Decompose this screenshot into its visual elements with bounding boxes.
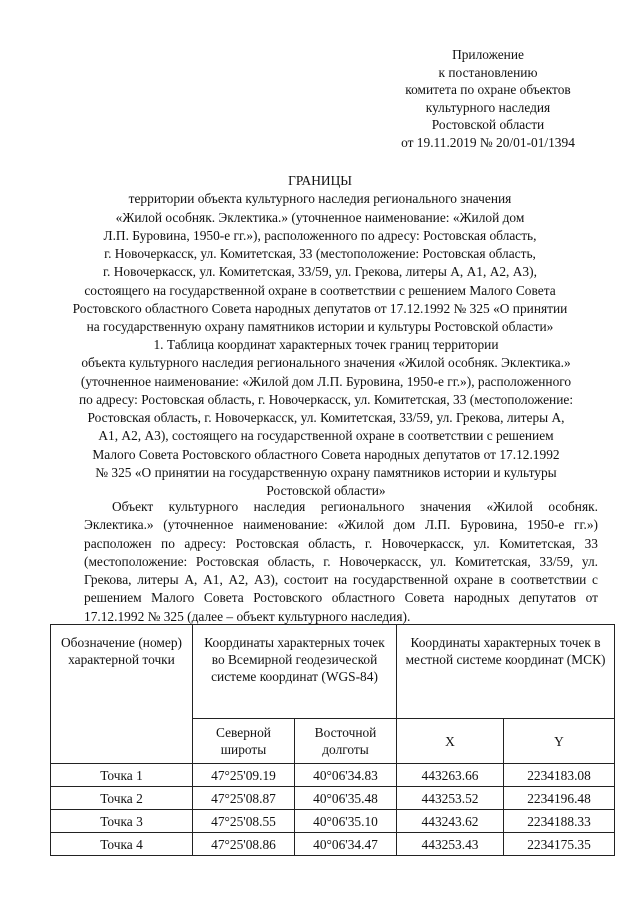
point-name: Точка 3 (51, 810, 193, 833)
point-longitude: 40°06'34.47 (295, 833, 397, 856)
appendix-line: к постановлению (438, 64, 538, 80)
boundaries-title (44, 172, 596, 337)
point-y: 2234183.08 (504, 764, 615, 787)
caption-line: по адресу: Ростовская область, г. Новочеркасск, ул. Комитетская, 33 (местоположение: (78, 391, 574, 407)
title-line: Ростовского областного Совета народных депутатов от 17.12.1992 № 325 «О принятии (72, 301, 568, 317)
caption-line: объекта культурного наследия регионального значения «Жилой особняк. Эклектика.» (81, 355, 571, 371)
intro-text: Объект культурного наследия регионального значения «Жилой особняк. Эклектика.» (уточненное наименование: «Жилой дом Л.П. Буровина, 1950-е гг.») расположен по адресу: Ростовская область, г. Новочеркасск, ул. Комитетская, 33 (местоположение: Ростовская область, г. Новочеркасск, ул. Комитетская, 33/59, ул. Грекова, литеры А, А1, А2, А3), состоит на государственной охране в соответствии с решением Малого Совета Ростовского областного Совета народных депутатов от 17.12.1992 № 325 (далее – объект культурного наследия). (84, 499, 598, 624)
table-row (51, 764, 615, 787)
table-row (51, 787, 615, 810)
point-latitude: 47°25'08.86 (193, 833, 295, 856)
title-heading: ГРАНИЦЫ (288, 173, 352, 188)
point-y: 2234188.33 (504, 810, 615, 833)
title-line: Л.П. Буровина, 1950-е гг.»), расположенного по адресу: Ростовская область, (103, 227, 537, 243)
point-y: 2234175.35 (504, 833, 615, 856)
intro-paragraph (84, 498, 598, 626)
header-point-designation: Обозначение (номер) характерной точки (51, 625, 193, 764)
title-line: г. Новочеркасск, ул. Комитетская, 33/59, ул. Грекова, литеры А, А1, А2, А3), (103, 264, 537, 280)
point-longitude: 40°06'35.48 (295, 787, 397, 810)
caption-line: № 325 «О принятии на государственную охрану памятников истории и культуры (95, 465, 557, 481)
appendix-line: Ростовской области (431, 117, 545, 132)
header-msk: Координаты характерных точек в местной системе координат (МСК) (397, 625, 615, 719)
title-line: территории объекта культурного наследия регионального значения (128, 191, 512, 207)
table-caption (52, 336, 600, 501)
appendix-line: комитета по охране объектов (405, 82, 571, 97)
header-y: Y (504, 719, 615, 764)
point-name: Точка 4 (51, 833, 193, 856)
point-latitude: 47°25'08.87 (193, 787, 295, 810)
caption-line: 1. Таблица координат характерных точек границ территории (153, 337, 499, 352)
appendix-line: культурного наследия (425, 99, 551, 115)
table-row (51, 810, 615, 833)
caption-line: Ростовская область, г. Новочеркасск, ул. Комитетская, 33/59, ул. Грекова, литеры А, (87, 410, 565, 426)
title-line: «Жилой особняк. Эклектика.» (уточненное наименование: «Жилой дом (115, 209, 525, 225)
point-x: 443263.66 (397, 764, 504, 787)
caption-line: (уточненное наименование: «Жилой дом Л.П. Буровина, 1950-е гг.»), расположенного (80, 373, 572, 389)
title-line: состоящего на государственной охране в соответствии с решением Малого Совета (84, 282, 556, 298)
header-x: X (397, 719, 504, 764)
point-x: 443253.52 (397, 787, 504, 810)
title-line: на государственную охрану памятников истории и культуры Ростовской области» (86, 319, 554, 335)
header-wgs84: Координаты характерных точек во Всемирной геодезической системе координат (WGS-84) (193, 625, 397, 719)
point-name: Точка 2 (51, 787, 193, 810)
point-y: 2234196.48 (504, 787, 615, 810)
appendix-line: Приложение (452, 47, 524, 62)
point-latitude: 47°25'09.19 (193, 764, 295, 787)
point-longitude: 40°06'34.83 (295, 764, 397, 787)
header-latitude: Северной широты (193, 719, 295, 764)
header-longitude: Восточной долготы (295, 719, 397, 764)
point-longitude: 40°06'35.10 (295, 810, 397, 833)
appendix-block (378, 46, 598, 151)
appendix-line: от 19.11.2019 № 20/01-01/1394 (401, 134, 575, 150)
point-latitude: 47°25'08.55 (193, 810, 295, 833)
table-row (51, 833, 615, 856)
title-line: г. Новочеркасск, ул. Комитетская, 33 (местоположение: Ростовская область, (104, 246, 536, 262)
caption-line: А1, А2, А3), состоящего на государственной охране в соответствии с решением (98, 428, 554, 444)
caption-line: Малого Совета Ростовского областного Совета народных депутатов от 17.12.1992 (92, 446, 560, 462)
coordinates-table (50, 624, 615, 856)
point-x: 443253.43 (397, 833, 504, 856)
point-x: 443243.62 (397, 810, 504, 833)
point-name: Точка 1 (51, 764, 193, 787)
caption-line: Ростовской области» (266, 483, 386, 499)
